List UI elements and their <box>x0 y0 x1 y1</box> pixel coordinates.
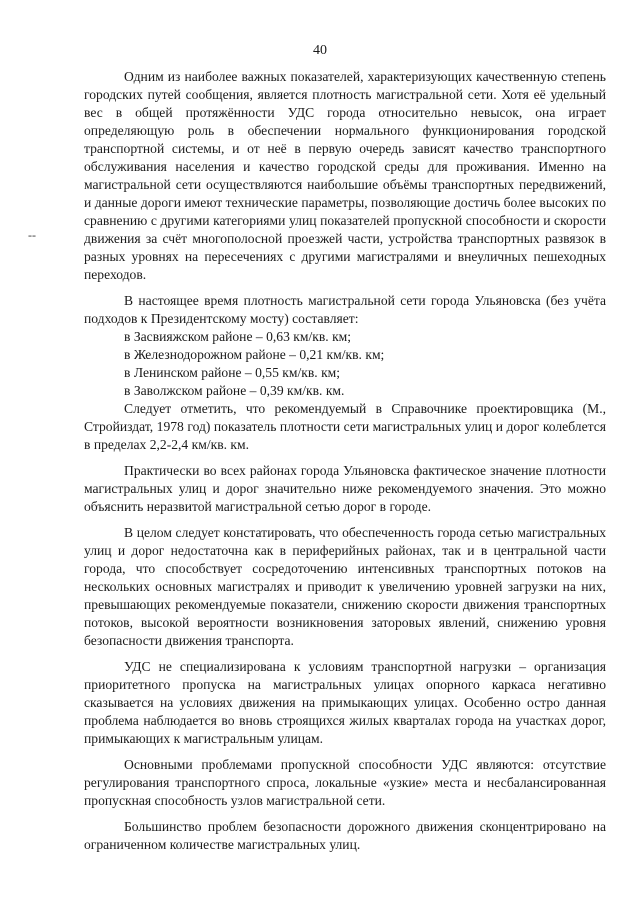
margin-mark: -- <box>28 228 36 242</box>
paragraph-density-importance: Одним из наиболее важных показателей, характеризующих качественную степень городских путей сообщения, является плотность магистральной сети. Хотя её удельный вес в общей протяжённости УДС города относительно невысок, она играет определяющую роль в обеспечении нормального функционирования городской транспортной системы, и от неё в первую очередь зависят качество транспортного обслуживания населения и качество городской среды для проживания. Именно на магистральной сети осуществляются наибольшие объёмы транспортных передвижений, и данные дороги имеют технические параметры, позволяющие достичь более высоких по сравнению с другими категориями улиц показателей пропускной способности и скорости движения за счёт многополосной проезжей части, устройства транспортных развязок в разных уровнях на пересечениях с другими магистралями и внеуличных пешеходных переходов. <box>84 69 606 282</box>
page-number: 40 <box>313 43 327 58</box>
paragraph-reference-norm: Следует отметить, что рекомендуемый в Справочнике проектировщика (М., Стройиздат, 1978 год) показатель плотности сети магистральных улиц и дорог колеблется в пределах 2,2-2,4 км/кв. км. <box>84 401 606 452</box>
paragraph-actual-vs-recommended: Практически во всех районах города Ульяновска фактическое значение плотности магистральных улиц и дорог значительно ниже рекомендуемого значения. Это можно объяснить неразвитой магистральной сетью дорог в городе. <box>84 463 606 514</box>
paragraph-overall-conclusion: В целом следует констатировать, что обеспеченность города сетью магистральных улиц и дорог недостаточна как в периферийных районах, так и в центральной части города, что способствует сосредоточению интенсивных транспортных потоков на нескольких основных магистралях и приводит к увеличению уровней загрузки на них, превышающих рекомендуемые показатели, снижению скорости движения транспортных потоков, высокой вероятности возникновения заторовых явлений, снижению уровня безопасности движения транспорта. <box>84 525 606 648</box>
list-item-leninsky: в Ленинском районе – 0,55 км/кв. км; <box>124 365 341 380</box>
list-item-zavolzhsky: в Заволжском районе – 0,39 км/кв. км. <box>124 383 345 398</box>
list-item-zheleznodorozhny: в Железнодорожном районе – 0,21 км/кв. км; <box>124 347 385 362</box>
paragraph-current-density: В настоящее время плотность магистральной сети города Ульяновска (без учёта подходов к Президентскому мосту) составляет: <box>84 293 606 326</box>
paragraph-uds-specialization: УДС не специализирована к условиям транспортной нагрузки – организация приоритетного пропуска на магистральных улицах опорного каркаса негативно сказывается на условиях движения на примыкающих улицах. Особенно остро данная проблема наблюдается во вновь строящихся жилых кварталах города на участках дорог, примыкающих к магистральным улицам. <box>84 659 606 746</box>
paragraph-safety-problems: Большинство проблем безопасности дорожного движения сконцентрировано на ограниченном количестве магистральных улиц. <box>84 819 606 852</box>
body-text <box>84 68 606 854</box>
paragraph-capacity-problems: Основными проблемами пропускной способности УДС являются: отсутствие регулирования транспортного спроса, локальные «узкие» места и несбалансированная пропускная способность узлов магистральной сети. <box>84 757 606 808</box>
list-item-zasviyazhsky: в Засвияжском районе – 0,63 км/кв. км; <box>124 329 352 344</box>
